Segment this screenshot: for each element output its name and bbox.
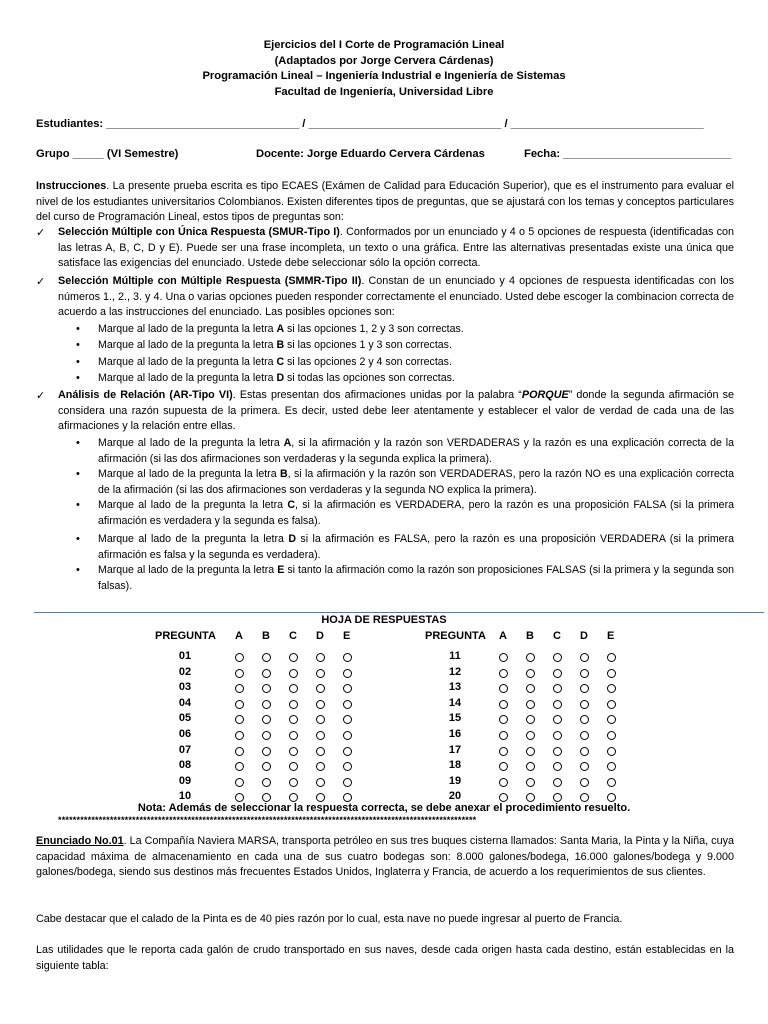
answer-bubble-09-e[interactable]	[343, 778, 352, 787]
answer-bubble-16-d[interactable]	[580, 731, 589, 740]
students-field[interactable]: Estudiantes: _______________________________ / _______________________________ / _______________________________	[36, 118, 704, 130]
answer-bubble-15-c[interactable]	[553, 715, 562, 724]
smmr-option: Marque al lado de la pregunta la letra B si las opciones 1 y 3 son correctas.	[98, 339, 452, 351]
answer-bubble-04-a[interactable]	[235, 700, 244, 709]
ar-section: Análisis de Relación (AR-Tipo VI). Estas presentan dos afirmaciones unidas por la palabra “PORQUE” donde la segunda afirmación se considera una razón supuesta de la primera. Es decir, usted debe leer atentamente y establecer el valor de verdad de cada una de las afirmaciones y la relación entre ellas.	[58, 389, 734, 433]
answer-bubble-19-a[interactable]	[499, 778, 508, 787]
smmr-title: Selección Múltiple con Múltiple Respuesta (SMMR-Tipo II)	[58, 275, 362, 287]
answer-bubble-02-d[interactable]	[316, 669, 325, 678]
bullet-icon: •	[76, 533, 80, 545]
answer-bubble-13-e[interactable]	[607, 684, 616, 693]
answer-bubble-11-c[interactable]	[553, 653, 562, 662]
problem-paragraph-2: Cabe destacar que el calado de la Pinta es de 40 pies razón por lo cual, esta nave no puede ingresar al puerto de Francia.	[36, 913, 623, 925]
option-letter-header: C	[289, 630, 297, 642]
answer-bubble-08-e[interactable]	[343, 762, 352, 771]
answer-bubble-06-a[interactable]	[235, 731, 244, 740]
answer-bubble-05-b[interactable]	[262, 715, 271, 724]
date-field[interactable]: Fecha: ___________________________	[524, 148, 732, 160]
question-number: 20	[448, 790, 462, 803]
answer-bubble-15-e[interactable]	[607, 715, 616, 724]
header-title: Ejercicios del I Corte de Programación Lineal	[263, 39, 505, 51]
answer-bubble-19-c[interactable]	[553, 778, 562, 787]
answer-bubble-02-b[interactable]	[262, 669, 271, 678]
answer-bubble-15-b[interactable]	[526, 715, 535, 724]
smmr-option: Marque al lado de la pregunta la letra C si las opciones 2 y 4 son correctas.	[98, 356, 452, 368]
problem-paragraph-1: Enunciado No.01. La Compañía Naviera MARSA, transporta petróleo en sus tres buques cisterna llamados: Santa Maria, la Pinta y la Niña, cuya capacidad máxima de almacenamiento en cada una de sus cuatro bodegas son: 8.000 galones/bodega, 16.000 galones/bodega y 9.000 galones/bodega, siendo sus destinos más frecuentes Estados Unidos, Inglaterra y Francia, de acuerdo a los requerimientos de sus clientes.	[36, 835, 734, 879]
answer-bubble-12-a[interactable]	[499, 669, 508, 678]
question-number: 02	[178, 665, 192, 678]
bullet-icon: •	[76, 356, 80, 368]
smmr-option: Marque al lado de la pregunta la letra A si las opciones 1, 2 y 3 son correctas.	[98, 323, 464, 335]
problem-paragraph-3: Las utilidades que le reporta cada galón de crudo transportado en sus naves, desde cada origen hasta cada destino, están establecidas en la siguiente tabla:	[36, 944, 734, 972]
answer-bubble-07-c[interactable]	[289, 747, 298, 756]
answer-bubble-12-d[interactable]	[580, 669, 589, 678]
ar-option: Marque al lado de la pregunta la letra A, si la afirmación y la razón son VERDADERAS y la razón es una explicación correcta de la afirmación (si las dos afirmaciones son verdaderas y la segunda explica la primera).	[98, 437, 734, 465]
answer-bubble-04-c[interactable]	[289, 700, 298, 709]
answer-bubble-09-d[interactable]	[316, 778, 325, 787]
answer-bubble-03-d[interactable]	[316, 684, 325, 693]
answer-bubble-15-a[interactable]	[499, 715, 508, 724]
question-number: 16	[448, 728, 462, 740]
answer-bubble-02-c[interactable]	[289, 669, 298, 678]
answer-bubble-01-a[interactable]	[235, 653, 244, 662]
answer-bubble-08-a[interactable]	[235, 762, 244, 771]
question-number: 19	[448, 774, 462, 787]
porque-word: PORQUE	[521, 389, 569, 401]
bullet-icon: •	[76, 499, 80, 511]
answer-bubble-17-a[interactable]	[499, 747, 508, 756]
option-letter-header: E	[343, 630, 351, 642]
question-number: 14	[448, 696, 462, 709]
answer-bubble-19-e[interactable]	[607, 778, 616, 787]
question-number: 08	[178, 759, 192, 772]
answer-bubble-14-d[interactable]	[580, 700, 589, 709]
answer-bubble-12-c[interactable]	[553, 669, 562, 678]
answer-bubble-04-e[interactable]	[343, 700, 352, 709]
ar-option: Marque al lado de la pregunta la letra C, si la afirmación es VERDADERA, pero la razón es una proposición FALSA (si la primera afirmación es verdadera y la segunda es falsa).	[98, 499, 734, 527]
answer-bubble-08-d[interactable]	[316, 762, 325, 771]
answer-bubble-14-b[interactable]	[526, 700, 535, 709]
answer-bubble-18-d[interactable]	[580, 762, 589, 771]
question-column-header: PREGUNTA	[425, 630, 486, 642]
answer-bubble-01-b[interactable]	[262, 653, 271, 662]
answer-bubble-12-b[interactable]	[526, 669, 535, 678]
option-letter-header: A	[235, 630, 243, 642]
answer-bubble-05-a[interactable]	[235, 715, 244, 724]
answer-bubble-16-e[interactable]	[607, 731, 616, 740]
answer-bubble-02-a[interactable]	[235, 669, 244, 678]
answer-bubble-03-b[interactable]	[262, 684, 271, 693]
answer-bubble-03-e[interactable]	[343, 684, 352, 693]
answer-bubble-01-c[interactable]	[289, 653, 298, 662]
smur-title: Selección Múltiple con Única Respuesta (SMUR-Tipo I)	[58, 226, 340, 238]
question-number: 13	[448, 681, 462, 694]
option-letter-header: A	[499, 630, 507, 642]
answer-bubble-17-d[interactable]	[580, 747, 589, 756]
answer-bubble-17-e[interactable]	[607, 747, 616, 756]
bullet-icon: •	[76, 323, 80, 335]
answer-bubble-16-a[interactable]	[499, 731, 508, 740]
answer-bubble-11-e[interactable]	[607, 653, 616, 662]
answer-bubble-19-d[interactable]	[580, 778, 589, 787]
smmr-option: Marque al lado de la pregunta la letra D si todas las opciones son correctas.	[98, 372, 455, 384]
answer-bubble-12-e[interactable]	[607, 669, 616, 678]
answer-bubble-06-b[interactable]	[262, 731, 271, 740]
question-number: 15	[448, 712, 462, 725]
option-letter-header: D	[580, 630, 588, 642]
question-number: 18	[448, 759, 462, 772]
answer-bubble-04-d[interactable]	[316, 700, 325, 709]
answer-bubble-11-a[interactable]	[499, 653, 508, 662]
answer-bubble-05-e[interactable]	[343, 715, 352, 724]
question-number: 06	[178, 728, 192, 740]
answer-bubble-13-a[interactable]	[499, 684, 508, 693]
smmr-section: Selección Múltiple con Múltiple Respuesta (SMMR-Tipo II). Constan de un enunciado y 4 opciones de respuesta identificadas con los números 1., 2., 3. y 4. Una o varias opciones pueden responder correctamente el enunciado. Usted debe escoger la combinacion correcta de acuerdo a las instrucciones del enunciado. Las posibles opciones son:	[58, 275, 734, 319]
ar-option: Marque al lado de la pregunta la letra B, si la afirmación y la razón son VERDADERAS, pero la razón NO es una explicación correcta de la afirmación (si las dos afirmaciones son verdaderas y la segunda NO explica la primera).	[98, 468, 734, 496]
answer-sheet-title: HOJA DE RESPUESTAS	[321, 614, 447, 626]
check-icon: ✓	[36, 276, 46, 288]
stars-separator: *****************************************************************************************************************	[58, 815, 477, 825]
answer-bubble-13-b[interactable]	[526, 684, 535, 693]
question-number: 07	[178, 743, 192, 756]
question-number: 11	[449, 650, 461, 662]
option-letter-header: C	[553, 630, 561, 642]
answer-bubble-14-e[interactable]	[607, 700, 616, 709]
option-letter-header: D	[316, 630, 324, 642]
answer-bubble-03-a[interactable]	[235, 684, 244, 693]
question-number: 09	[178, 774, 192, 787]
bullet-icon: •	[76, 339, 80, 351]
question-number: 01	[178, 650, 192, 662]
answer-bubble-04-b[interactable]	[262, 700, 271, 709]
header-faculty: Facultad de Ingeniería, Universidad Libre	[274, 85, 494, 98]
instructions-intro: Instrucciones. La presente prueba escrita es tipo ECAES (Exámen de Calidad para Educación Superior), que es el instrumento para evaluar el nivel de los estudiantes universitarios Colombianos. Existen diferentes tipos de preguntas, que se ajustará con los temas y conceptos particulares del curso de Programación Lineal, estos tipos de preguntas son:	[36, 180, 734, 224]
question-number: 10	[178, 790, 192, 803]
question-number: 12	[448, 665, 462, 678]
answer-bubble-09-b[interactable]	[262, 778, 271, 787]
answer-bubble-18-c[interactable]	[553, 762, 562, 771]
answer-bubble-13-d[interactable]	[580, 684, 589, 693]
answer-bubble-06-d[interactable]	[316, 731, 325, 740]
answer-bubble-02-e[interactable]	[343, 669, 352, 678]
answer-bubble-18-a[interactable]	[499, 762, 508, 771]
document-header	[0, 38, 768, 100]
bullet-icon: •	[76, 372, 80, 384]
answer-bubble-05-c[interactable]	[289, 715, 298, 724]
answer-bubble-01-d[interactable]	[316, 653, 325, 662]
section-divider	[34, 612, 764, 613]
answer-bubble-18-b[interactable]	[526, 762, 535, 771]
answer-bubble-06-c[interactable]	[289, 731, 298, 740]
answer-bubble-03-c[interactable]	[289, 684, 298, 693]
answer-bubble-07-a[interactable]	[235, 747, 244, 756]
check-icon: ✓	[36, 227, 46, 239]
answer-bubble-08-b[interactable]	[262, 762, 271, 771]
answer-bubble-17-b[interactable]	[526, 747, 535, 756]
header-subtitle: (Adaptados por Jorge Cervera Cárdenas)	[274, 54, 494, 67]
check-icon: ✓	[36, 390, 46, 402]
ar-title: Análisis de Relación (AR-Tipo VI)	[58, 389, 233, 401]
question-column-header: PREGUNTA	[155, 630, 216, 642]
answer-bubble-17-c[interactable]	[553, 747, 562, 756]
answer-bubble-11-b[interactable]	[526, 653, 535, 662]
answer-bubble-05-d[interactable]	[316, 715, 325, 724]
ar-option: Marque al lado de la pregunta la letra D si la afirmación es FALSA, pero la razón es una proposición VERDADERA (si la primera afirmación es falsa y la segunda es verdadera).	[98, 533, 734, 561]
answer-bubble-01-e[interactable]	[343, 653, 352, 662]
answer-bubble-19-b[interactable]	[526, 778, 535, 787]
answer-bubble-07-b[interactable]	[262, 747, 271, 756]
answer-bubble-18-e[interactable]	[607, 762, 616, 771]
answer-bubble-13-c[interactable]	[553, 684, 562, 693]
problem-label: Enunciado No.01	[36, 835, 124, 847]
answer-bubble-16-b[interactable]	[526, 731, 535, 740]
answer-bubble-15-d[interactable]	[580, 715, 589, 724]
instructions-label: Instrucciones	[36, 180, 107, 192]
teacher-label: Docente: Jorge Eduardo Cervera Cárdenas	[256, 148, 485, 160]
question-number: 17	[448, 743, 462, 756]
answer-bubble-07-d[interactable]	[316, 747, 325, 756]
answer-bubble-11-d[interactable]	[580, 653, 589, 662]
question-number: 03	[178, 681, 192, 694]
answer-bubble-06-e[interactable]	[343, 731, 352, 740]
header-program: Programación Lineal – Ingeniería Industrial e Ingeniería de Sistemas	[202, 70, 566, 82]
answer-note: Nota: Además de seleccionar la respuesta correcta, se debe anexar el procedimiento resuelto.	[137, 802, 631, 814]
bullet-icon: •	[76, 468, 80, 480]
answer-bubble-14-c[interactable]	[553, 700, 562, 709]
question-number: 05	[178, 712, 192, 725]
group-field[interactable]: Grupo _____ (VI Semestre)	[36, 148, 179, 160]
option-letter-header: E	[607, 630, 615, 642]
bullet-icon: •	[76, 437, 80, 449]
ar-option: Marque al lado de la pregunta la letra E si tanto la afirmación como la razón son proposiciones FALSAS (si la primera y la segunda son falsas).	[98, 564, 734, 592]
option-letter-header: B	[526, 630, 534, 642]
answer-bubble-16-c[interactable]	[553, 731, 562, 740]
answer-bubble-09-a[interactable]	[235, 778, 244, 787]
question-number: 04	[178, 696, 192, 709]
answer-bubble-07-e[interactable]	[343, 747, 352, 756]
answer-bubble-08-c[interactable]	[289, 762, 298, 771]
answer-bubble-14-a[interactable]	[499, 700, 508, 709]
answer-bubble-09-c[interactable]	[289, 778, 298, 787]
smur-section: Selección Múltiple con Única Respuesta (SMUR-Tipo I). Conformados por un enunciado y 4 o 5 opciones de respuesta (identificadas con las letras A, B, C, D y E). Puede ser una frase incompleta, un texto o una gráfica. Entre las alternativas presentadas existe una única que satisface las exigencias del enunciado. Ustede debe seleccionar sólo la opción correcta.	[58, 226, 734, 270]
option-letter-header: B	[262, 630, 270, 642]
bullet-icon: •	[76, 564, 80, 576]
